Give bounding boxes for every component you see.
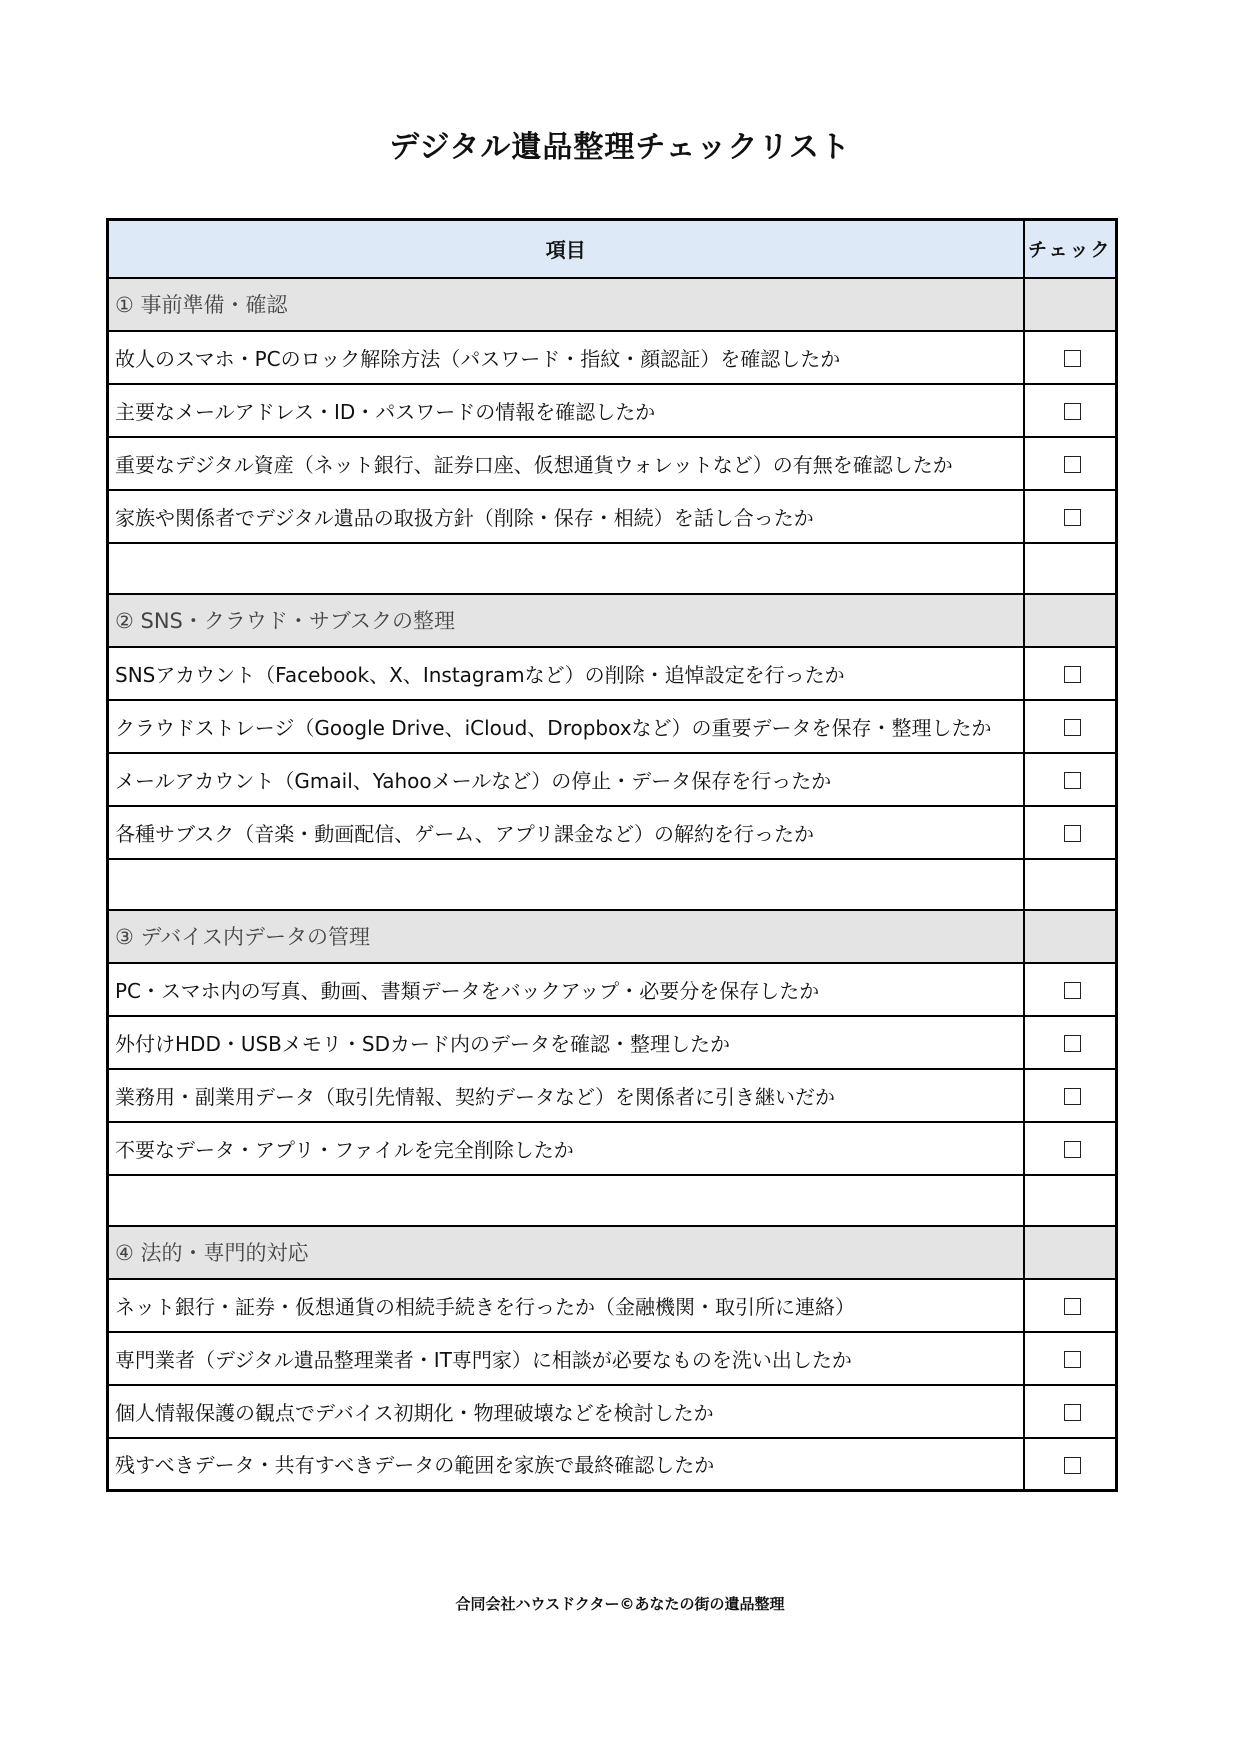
item-text: 外付けHDD・USBメモリ・SDカード内のデータを確認・整理したか	[108, 1016, 1024, 1069]
header-check: チェック	[1024, 220, 1117, 278]
check-cell	[1024, 963, 1117, 1016]
item-text: 故人のスマホ・PCのロック解除方法（パスワード・指紋・顔認証）を確認したか	[108, 331, 1024, 384]
table-row	[108, 1438, 1117, 1491]
section-check-cell	[1024, 1226, 1117, 1279]
check-cell	[1024, 1069, 1117, 1122]
checkbox[interactable]	[1064, 772, 1081, 789]
blank-row	[108, 1175, 1117, 1226]
section-check-cell	[1024, 278, 1117, 331]
item-text: 各種サブスク（音楽・動画配信、ゲーム、アプリ課金など）の解約を行ったか	[108, 806, 1024, 859]
blank-row	[108, 859, 1117, 910]
table-row	[108, 1122, 1117, 1175]
item-text: PC・スマホ内の写真、動画、書類データをバックアップ・必要分を保存したか	[108, 963, 1024, 1016]
section-row	[108, 594, 1117, 647]
checkbox[interactable]	[1064, 1141, 1081, 1158]
checkbox[interactable]	[1064, 403, 1081, 420]
item-text: 業務用・副業用データ（取引先情報、契約データなど）を関係者に引き継いだか	[108, 1069, 1024, 1122]
page-title: デジタル遺品整理チェックリスト	[389, 130, 851, 165]
checkbox[interactable]	[1064, 1298, 1081, 1315]
checkbox[interactable]	[1064, 1351, 1081, 1368]
table-row	[108, 384, 1117, 437]
checkbox[interactable]	[1064, 666, 1081, 683]
check-cell	[1024, 1385, 1117, 1438]
checkbox[interactable]	[1064, 350, 1081, 367]
check-cell	[1024, 1122, 1117, 1175]
check-cell	[1024, 490, 1117, 543]
table-row	[108, 700, 1117, 753]
checklist-table	[106, 218, 1118, 1492]
section-label: ① 事前準備・確認	[108, 278, 1024, 331]
section-row	[108, 1226, 1117, 1279]
blank-cell	[108, 543, 1024, 594]
item-text: 残すべきデータ・共有すべきデータの範囲を家族で最終確認したか	[108, 1438, 1024, 1491]
blank-cell	[108, 1175, 1024, 1226]
table-row	[108, 331, 1117, 384]
section-row	[108, 278, 1117, 331]
footer-credit: 合同会社ハウスドクター©あなたの街の遺品整理	[455, 1595, 785, 1613]
checkbox[interactable]	[1064, 456, 1081, 473]
item-text: SNSアカウント（Facebook、X、Instagramなど）の削除・追悼設定を行ったか	[108, 647, 1024, 700]
table-row	[108, 1385, 1117, 1438]
check-cell	[1024, 1332, 1117, 1385]
table-row	[108, 437, 1117, 490]
item-text: 家族や関係者でデジタル遺品の取扱方針（削除・保存・相続）を話し合ったか	[108, 490, 1024, 543]
table-row	[108, 1332, 1117, 1385]
check-cell	[1024, 700, 1117, 753]
section-label: ③ デバイス内データの管理	[108, 910, 1024, 963]
blank-cell	[108, 859, 1024, 910]
blank-row	[108, 543, 1117, 594]
checkbox[interactable]	[1064, 509, 1081, 526]
checkbox[interactable]	[1064, 719, 1081, 736]
check-cell	[1024, 753, 1117, 806]
table-row	[108, 963, 1117, 1016]
table-row	[108, 1016, 1117, 1069]
table-header-row	[108, 220, 1117, 278]
table-row	[108, 490, 1117, 543]
header-item: 項目	[108, 220, 1024, 278]
item-text: クラウドストレージ（Google Drive、iCloud、Dropboxなど）の重要データを保存・整理したか	[108, 700, 1024, 753]
table-row	[108, 753, 1117, 806]
blank-cell	[1024, 543, 1117, 594]
section-label: ④ 法的・専門的対応	[108, 1226, 1024, 1279]
section-check-cell	[1024, 910, 1117, 963]
checkbox[interactable]	[1064, 1404, 1081, 1421]
section-row	[108, 910, 1117, 963]
check-cell	[1024, 331, 1117, 384]
item-text: ネット銀行・証券・仮想通貨の相続手続きを行ったか（金融機関・取引所に連絡）	[108, 1279, 1024, 1332]
table-row	[108, 806, 1117, 859]
table-row	[108, 1279, 1117, 1332]
checkbox[interactable]	[1064, 1457, 1081, 1474]
blank-cell	[1024, 1175, 1117, 1226]
checkbox[interactable]	[1064, 1088, 1081, 1105]
section-check-cell	[1024, 594, 1117, 647]
checkbox[interactable]	[1064, 1035, 1081, 1052]
checkbox[interactable]	[1064, 982, 1081, 999]
section-label: ② SNS・クラウド・サブスクの整理	[108, 594, 1024, 647]
checkbox[interactable]	[1064, 825, 1081, 842]
check-cell	[1024, 1438, 1117, 1491]
item-text: 不要なデータ・アプリ・ファイルを完全削除したか	[108, 1122, 1024, 1175]
check-cell	[1024, 437, 1117, 490]
item-text: メールアカウント（Gmail、Yahooメールなど）の停止・データ保存を行ったか	[108, 753, 1024, 806]
blank-cell	[1024, 859, 1117, 910]
item-text: 主要なメールアドレス・ID・パスワードの情報を確認したか	[108, 384, 1024, 437]
check-cell	[1024, 806, 1117, 859]
item-text: 重要なデジタル資産（ネット銀行、証券口座、仮想通貨ウォレットなど）の有無を確認したか	[108, 437, 1024, 490]
table-row	[108, 1069, 1117, 1122]
item-text: 専門業者（デジタル遺品整理業者・IT専門家）に相談が必要なものを洗い出したか	[108, 1332, 1024, 1385]
item-text: 個人情報保護の観点でデバイス初期化・物理破壊などを検討したか	[108, 1385, 1024, 1438]
check-cell	[1024, 1016, 1117, 1069]
check-cell	[1024, 384, 1117, 437]
check-cell	[1024, 1279, 1117, 1332]
check-cell	[1024, 647, 1117, 700]
table-row	[108, 647, 1117, 700]
